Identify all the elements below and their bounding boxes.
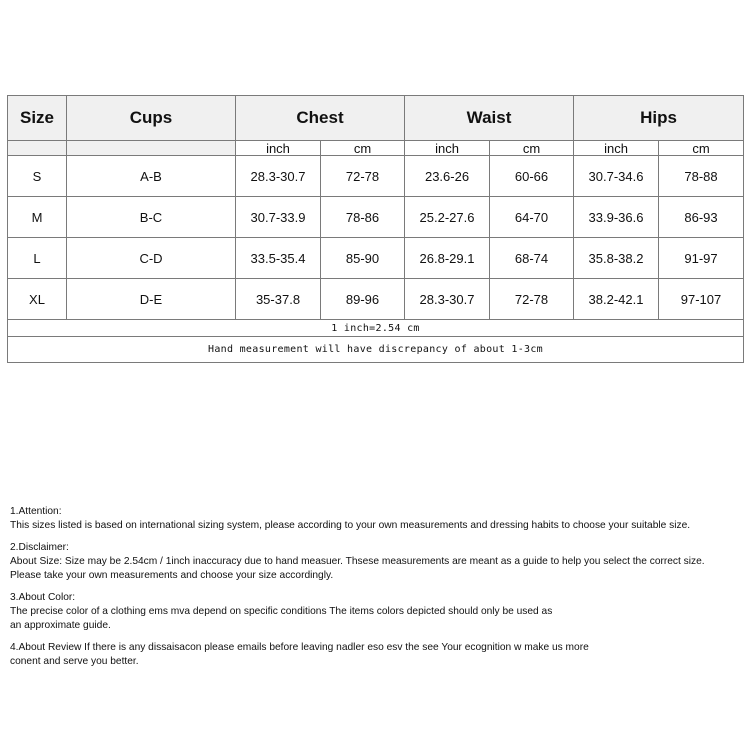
cell-chest-inch: 35-37.8 xyxy=(236,279,321,320)
cell-chest-inch: 28.3-30.7 xyxy=(236,156,321,197)
cell-waist-inch: 28.3-30.7 xyxy=(405,279,490,320)
cell-cups: C-D xyxy=(67,238,236,279)
conversion-note: 1 inch=2.54 cm xyxy=(8,320,744,337)
discrepancy-note-row xyxy=(8,337,744,363)
unit-empty-size xyxy=(8,141,67,156)
header-row xyxy=(8,96,744,141)
note-line: Please take your own measurements and choose your size accordingly. xyxy=(10,570,334,581)
note-disclaimer xyxy=(10,541,745,583)
cell-waist-cm: 60-66 xyxy=(490,156,574,197)
conversion-note-row xyxy=(8,320,744,337)
cell-size: XL xyxy=(8,279,67,320)
table-row xyxy=(8,197,744,238)
discrepancy-note: Hand measurement will have discrepancy of about 1-3cm xyxy=(8,337,744,363)
cell-size: S xyxy=(8,156,67,197)
size-chart-table xyxy=(7,95,744,363)
cell-waist-inch: 23.6-26 xyxy=(405,156,490,197)
header-waist: Waist xyxy=(405,96,574,141)
cell-chest-cm: 89-96 xyxy=(321,279,405,320)
unit-row xyxy=(8,141,744,156)
note-title: 4.About Review If there is any dissaisacon please emails before leaving nadler eso esv the see Your ecognition w make us more xyxy=(10,642,589,653)
note-line: conent and serve you better. xyxy=(10,656,139,667)
cell-chest-cm: 78-86 xyxy=(321,197,405,238)
cell-hips-cm: 91-97 xyxy=(659,238,744,279)
cell-hips-inch: 38.2-42.1 xyxy=(574,279,659,320)
cell-waist-inch: 25.2-27.6 xyxy=(405,197,490,238)
cell-size: L xyxy=(8,238,67,279)
note-line: The precise color of a clothing ems mva depend on specific conditions The items colors depicted should only be used as xyxy=(10,606,553,617)
note-title: 3.About Color: xyxy=(10,592,76,603)
table-row xyxy=(8,279,744,320)
table-row xyxy=(8,156,744,197)
cell-hips-cm: 78-88 xyxy=(659,156,744,197)
unit-chest-inch: inch xyxy=(236,141,321,156)
unit-empty-cups xyxy=(67,141,236,156)
cell-hips-cm: 97-107 xyxy=(659,279,744,320)
note-color xyxy=(10,591,745,633)
unit-waist-cm: cm xyxy=(490,141,574,156)
header-cups: Cups xyxy=(67,96,236,141)
cell-size: M xyxy=(8,197,67,238)
header-chest: Chest xyxy=(236,96,405,141)
cell-waist-inch: 26.8-29.1 xyxy=(405,238,490,279)
cell-cups: D-E xyxy=(67,279,236,320)
cell-hips-inch: 30.7-34.6 xyxy=(574,156,659,197)
unit-waist-inch: inch xyxy=(405,141,490,156)
cell-chest-cm: 72-78 xyxy=(321,156,405,197)
cell-waist-cm: 68-74 xyxy=(490,238,574,279)
note-line: an approximate guide. xyxy=(10,620,111,631)
cell-hips-inch: 35.8-38.2 xyxy=(574,238,659,279)
note-attention xyxy=(10,505,745,533)
cell-cups: A-B xyxy=(67,156,236,197)
cell-chest-cm: 85-90 xyxy=(321,238,405,279)
notes-section xyxy=(10,505,745,677)
cell-waist-cm: 72-78 xyxy=(490,279,574,320)
note-review xyxy=(10,641,745,669)
cell-cups: B-C xyxy=(67,197,236,238)
note-title: 1.Attention: xyxy=(10,506,62,517)
cell-waist-cm: 64-70 xyxy=(490,197,574,238)
table-row xyxy=(8,238,744,279)
note-title: 2.Disclaimer: xyxy=(10,542,69,553)
note-line: About Size: Size may be 2.54cm / 1inch inaccuracy due to hand measuer. Thsese measurements are meant as a guide to help you select the correct size. xyxy=(10,556,705,567)
cell-hips-inch: 33.9-36.6 xyxy=(574,197,659,238)
cell-chest-inch: 33.5-35.4 xyxy=(236,238,321,279)
header-size: Size xyxy=(8,96,67,141)
cell-chest-inch: 30.7-33.9 xyxy=(236,197,321,238)
unit-hips-inch: inch xyxy=(574,141,659,156)
unit-chest-cm: cm xyxy=(321,141,405,156)
unit-hips-cm: cm xyxy=(659,141,744,156)
header-hips: Hips xyxy=(574,96,744,141)
cell-hips-cm: 86-93 xyxy=(659,197,744,238)
note-line: This sizes listed is based on international sizing system, please according to your own measurements and dressing habits to choose your suitable size. xyxy=(10,520,691,531)
